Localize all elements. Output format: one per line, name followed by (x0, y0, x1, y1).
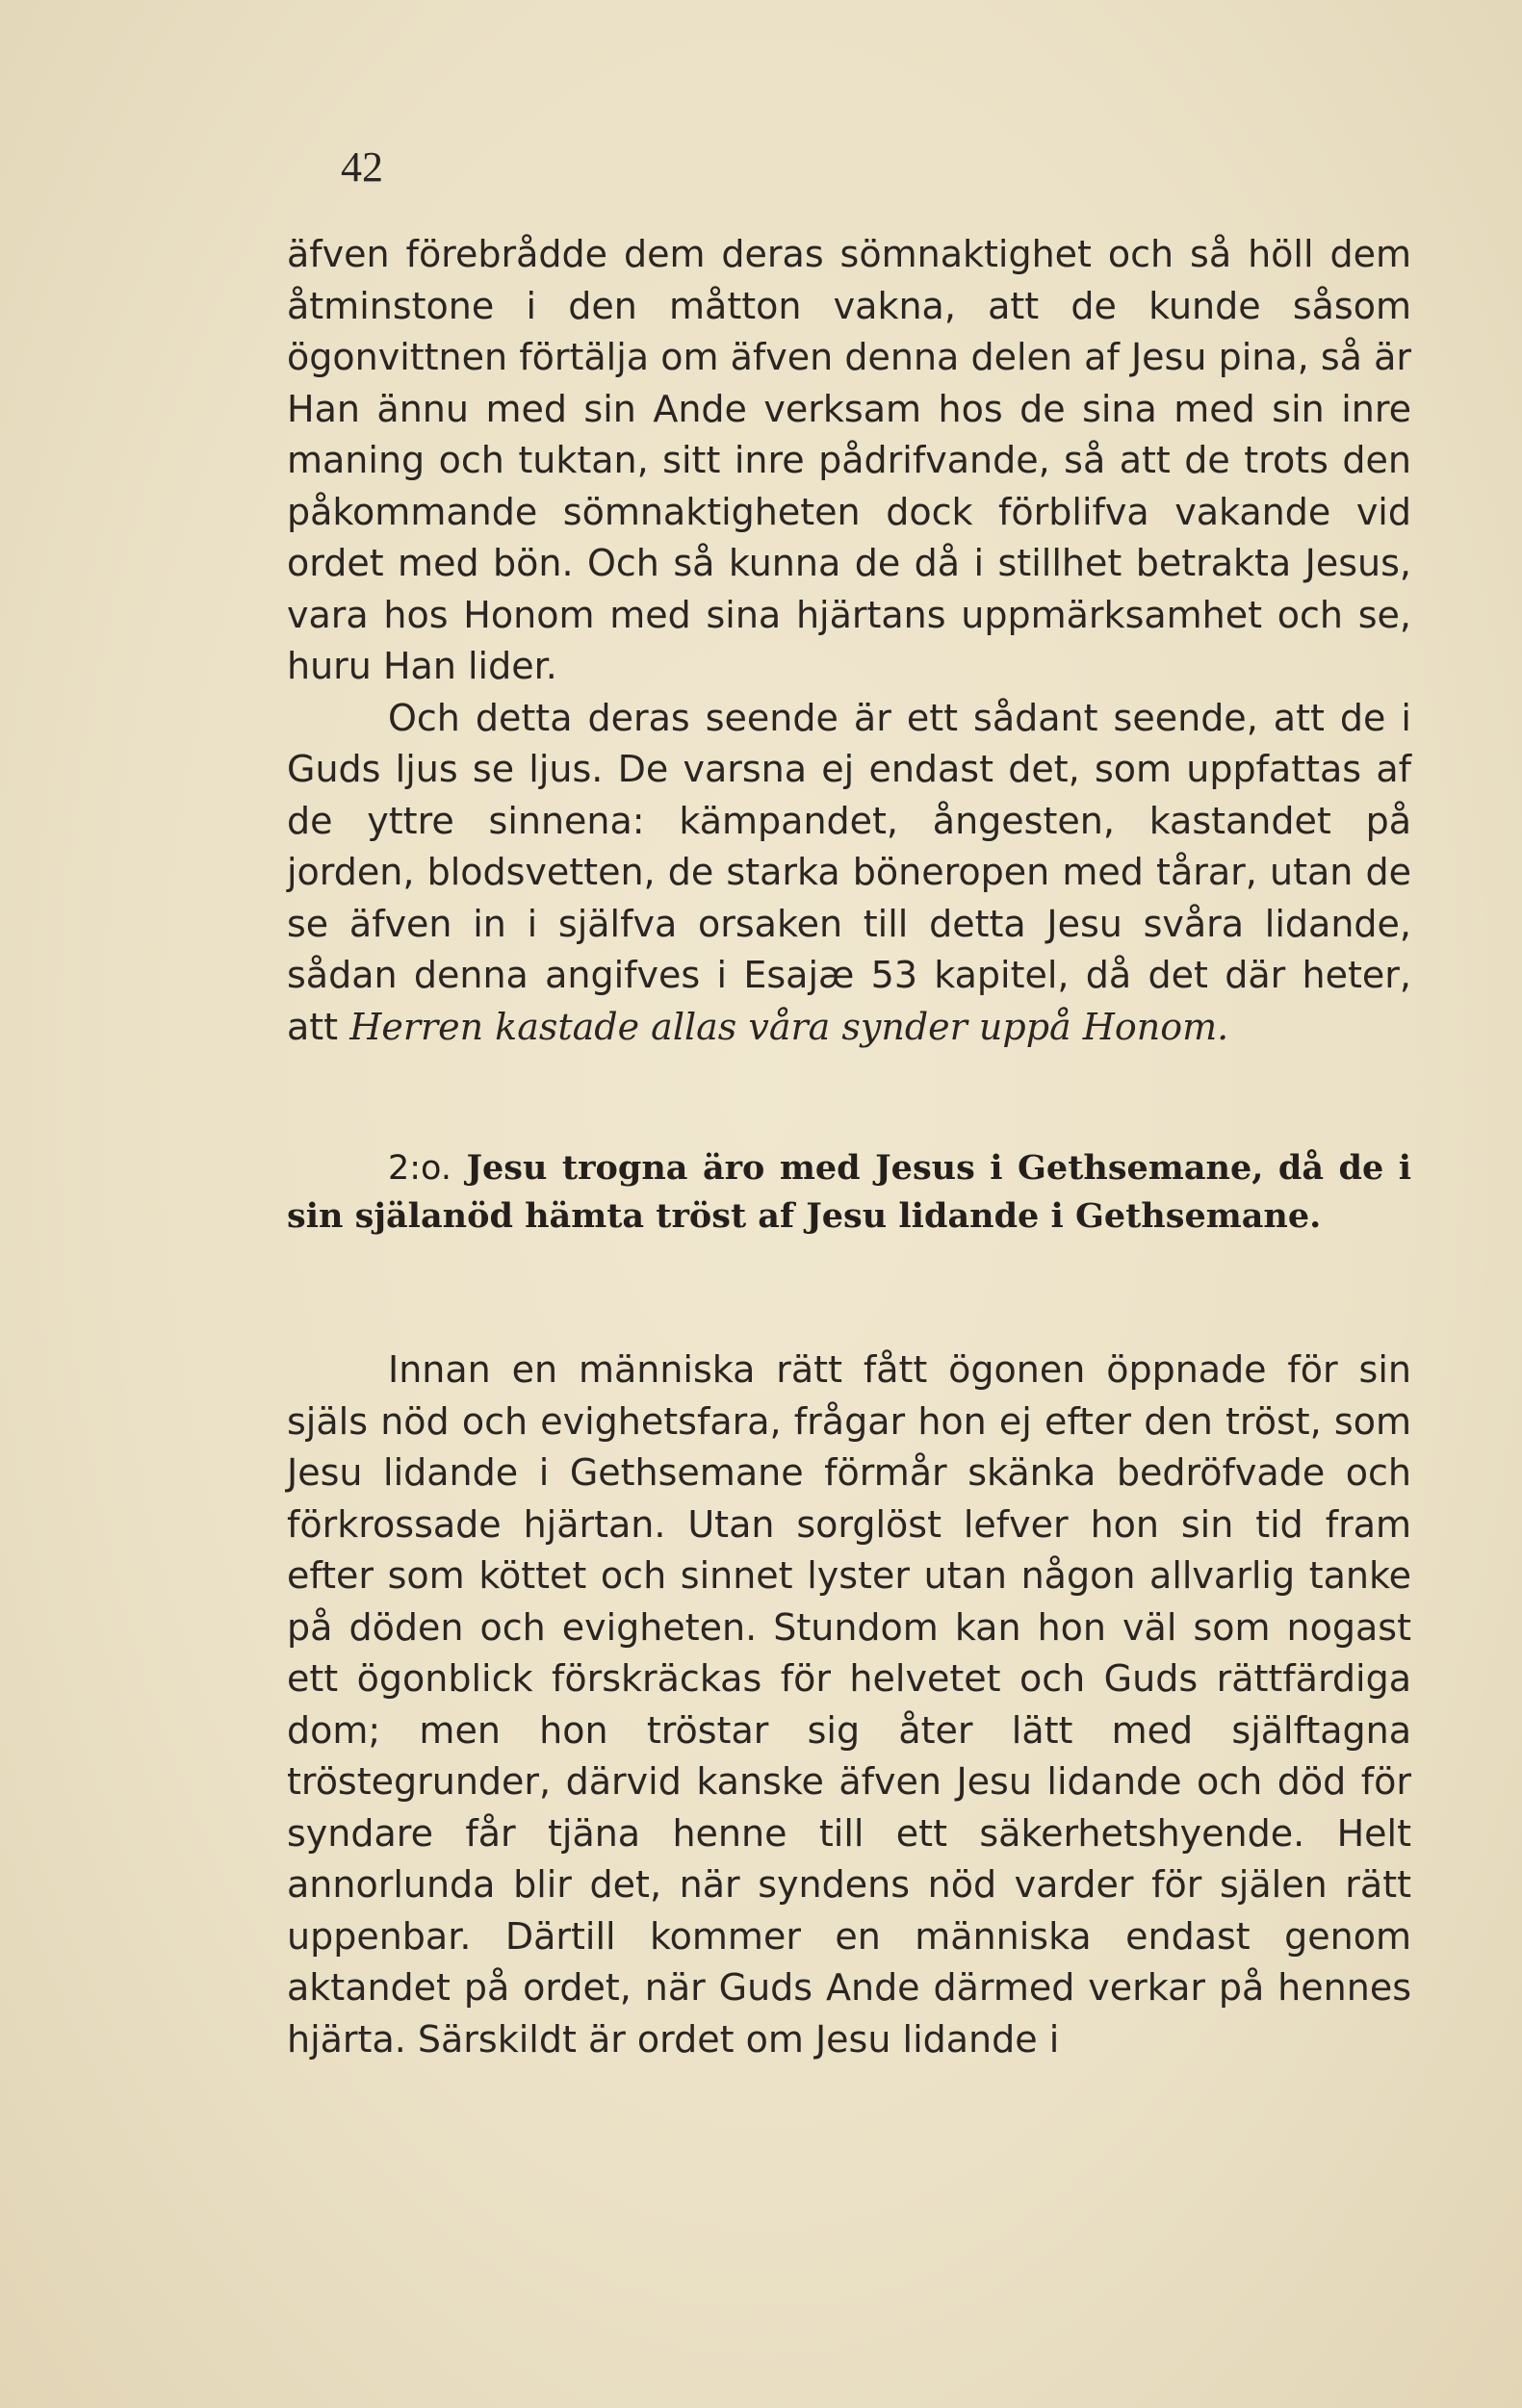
paragraph-2-italic-quote: Herren kastade allas våra synder uppå Honom. (349, 1005, 1229, 1048)
paragraph-2-text: Och detta deras seende är ett sådant seende, att de i Guds ljus se ljus. De varsna ej endast det, som uppfattas af de yttre sinnena: kämpandet, ångesten, kastandet på jorden, blodsvetten, de starka böneropen med tårar, utan de se äfven in i själfva orsaken till detta Jesu svåra lidande, sådan denna angifves i Esajæ 53 kapitel, då det där heter, att (287, 696, 1411, 1048)
section-heading (287, 1144, 1411, 1241)
paragraph-3: Innan en människa rätt fått ögonen öppnade för sin själs nöd och evighetsfara, frågar hon ej efter den tröst, som Jesu lidande i Gethsemane förmår skänka bedröfvade och förkrossade hjärtan. Utan sorglöst lefver hon sin tid fram efter som köttet och sinnet lyster utan någon allvarlig tanke på döden och evigheten. Stundom kan hon väl som nogast ett ögonblick förskräckas för helvetet och Guds rättfärdiga dom; men hon tröstar sig åter lätt med själftagna tröstegrunder, därvid kanske äfven Jesu lidande och död för syndare får tjäna henne till ett säkerhetshyende. Helt annorlunda blir det, när syndens nöd varder för själen rätt uppenbar. Därtill kommer en människa endast genom aktandet på ordet, när Guds Ande därmed verkar på hennes hjärta. Särskildt är ordet om Jesu lidande i (287, 1348, 1411, 2061)
section-heading-number: 2:o. (388, 1149, 451, 1188)
section-heading-text: Jesu trogna äro med Jesus i Gethsemane, då de i sin själanöd hämta tröst af Jesu lidande i Gethsemane. (287, 1148, 1411, 1236)
paragraph-2 (287, 693, 1411, 1054)
page-number: 42 (341, 143, 383, 191)
page-body (287, 229, 1411, 2065)
paragraph-1: äfven förebrådde dem deras sömnaktighet och så höll dem åtminstone i den måtton vakna, att de kunde såsom ögonvittnen förtälja om äfven denna delen af Jesu pina, så är Han ännu med sin Ande verksam hos de sina med sin inre maning och tuktan, sitt inre pådrifvande, så att de trots den påkommande sömnaktigheten dock förblifva vakande vid ordet med bön. Och så kunna de då i stillhet betrakta Jesus, vara hos Honom med sina hjärtans uppmärksamhet och se, huru Han lider. (287, 233, 1411, 687)
